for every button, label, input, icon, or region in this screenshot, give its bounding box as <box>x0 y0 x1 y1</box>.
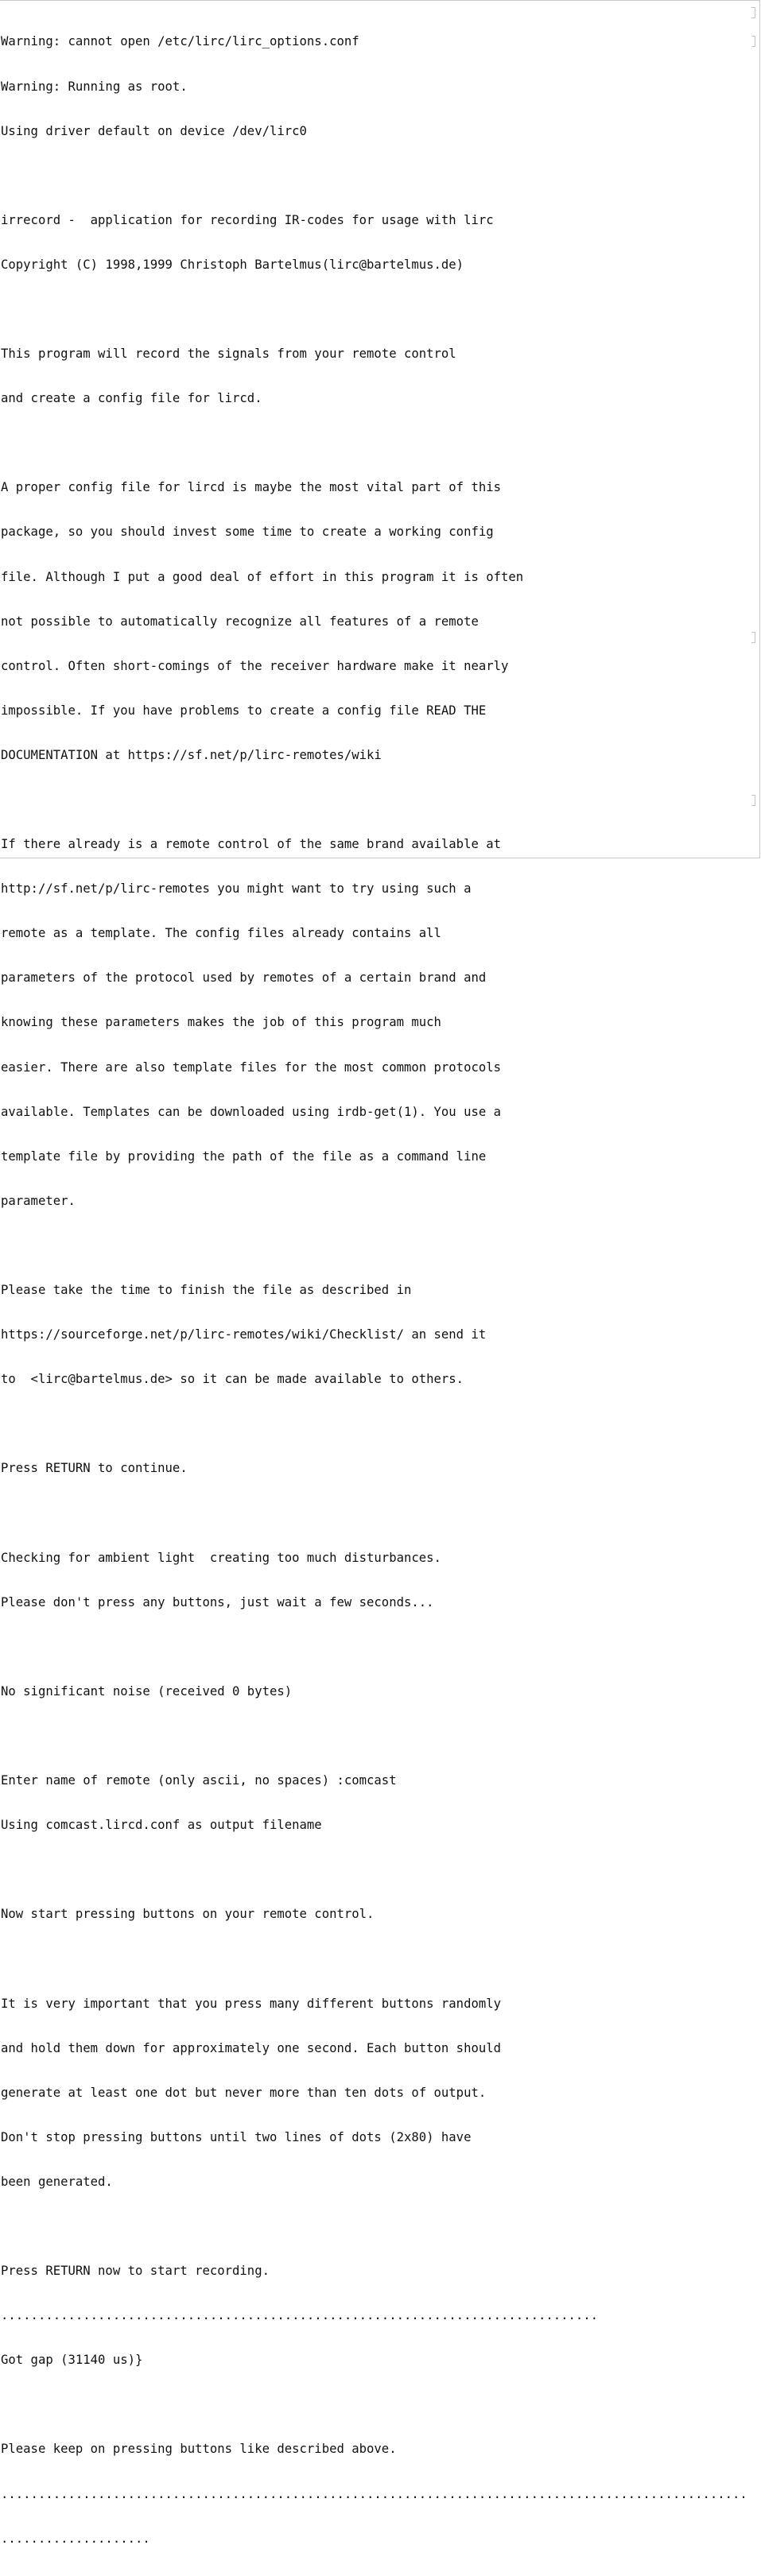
terminal-line: remote as a template. The config files already contains all <box>1 926 441 941</box>
terminal-line: parameter. <box>1 1193 76 1208</box>
terminal-line: Press RETURN now to start recording. <box>1 2264 270 2279</box>
terminal-line: irrecord - application for recording IR-codes for usage with lirc <box>1 212 494 227</box>
terminal-line <box>1 1416 751 1431</box>
terminal-line: Using comcast.lircd.conf as output filename <box>1 1818 322 1833</box>
terminal-line: http://sf.net/p/lirc-remotes you might want to try using such a <box>1 881 472 897</box>
terminal-line: package, so you should invest some time to create a working config <box>1 525 494 540</box>
terminal-line <box>1 1640 751 1655</box>
terminal-line: https://sourceforge.net/p/lirc-remotes/wiki/Checklist/ an send it <box>1 1327 487 1342</box>
terminal-line <box>1 1862 751 1877</box>
terminal-line: Warning: Running as root. <box>1 79 188 94</box>
terminal-line: Copyright (C) 1998,1999 Christoph Bartelmus(lirc@bartelmus.de) <box>1 257 464 272</box>
terminal-line <box>1 1729 751 1744</box>
terminal-line: file. Although I put a good deal of effort in this program it is often <box>1 569 524 584</box>
terminal-line: control. Often short-comings of the receiver hardware make it nearly <box>1 658 509 673</box>
terminal-line: not possible to automatically recognize all features of a remote <box>1 614 479 629</box>
terminal-line: Now start pressing buttons on your remote control. <box>1 1907 375 1922</box>
terminal-line: Got gap (31140 us)} <box>1 2353 143 2368</box>
terminal-line: ................................................................................ <box>1 2308 599 2323</box>
terminal-line: Checking for ambient light creating too much disturbances. <box>1 1550 441 1565</box>
line-mark-icon <box>751 36 755 47</box>
terminal-line: generate at least one dot but never more than ten dots of output. <box>1 2085 487 2100</box>
terminal-line: .................................................................................................... <box>1 2486 747 2501</box>
terminal-line: impossible. If you have problems to create a config file READ THE <box>1 703 487 718</box>
terminal-line: been generated. <box>1 2174 113 2189</box>
terminal-line: Please take the time to finish the file as described in <box>1 1283 412 1298</box>
terminal-line: Warning: cannot open /etc/lirc/lirc_options.conf <box>1 34 359 49</box>
terminal-line: A proper config file for lircd is maybe the most vital part of this <box>1 480 502 495</box>
terminal-line: parameters of the protocol used by remotes of a certain brand and <box>1 970 487 986</box>
terminal-output[interactable] <box>1 5 751 2576</box>
terminal-line: template file by providing the path of the file as a command line <box>1 1149 487 1164</box>
terminal-line: Don't stop pressing buttons until two lines of dots (2x80) have <box>1 2129 472 2144</box>
terminal-line: Please don't press any buttons, just wait a few seconds... <box>1 1594 434 1610</box>
terminal-line: DOCUMENTATION at https://sf.net/p/lirc-remotes/wiki <box>1 747 382 762</box>
terminal-line: Please keep on pressing buttons like described above. <box>1 2442 397 2457</box>
terminal-line: No significant noise (received 0 bytes) <box>1 1683 293 1699</box>
terminal-line <box>1 2219 751 2234</box>
terminal-line: It is very important that you press many different buttons randomly <box>1 1996 502 2011</box>
line-mark-icon <box>751 7 755 18</box>
terminal-line <box>1 792 751 808</box>
terminal-line: Enter name of remote (only ascii, no spaces) :comcast <box>1 1773 397 1788</box>
terminal-line: .................... <box>1 2531 150 2546</box>
line-mark-icon <box>751 632 755 643</box>
terminal-line <box>1 1238 751 1253</box>
terminal-line: available. Templates can be downloaded using irdb-get(1). You use a <box>1 1104 502 1119</box>
terminal-line: knowing these parameters makes the job of this program much <box>1 1015 441 1030</box>
terminal-line <box>1 302 751 317</box>
terminal-line <box>1 1951 751 1966</box>
terminal-line: Using driver default on device /dev/lirc0 <box>1 123 307 138</box>
terminal-line: easier. There are also template files for the most common protocols <box>1 1059 502 1075</box>
terminal-line <box>1 436 751 451</box>
terminal-line: If there already is a remote control of the same brand available at <box>1 837 502 852</box>
terminal-line: and create a config file for lircd. <box>1 391 262 406</box>
terminal-line <box>1 1506 751 1521</box>
terminal-line: Press RETURN to continue. <box>1 1461 188 1476</box>
terminal-line <box>1 169 751 184</box>
line-mark-icon <box>751 795 755 806</box>
terminal-line: to <lirc@bartelmus.de> so it can be made available to others. <box>1 1372 464 1387</box>
terminal-line <box>1 2397 751 2412</box>
terminal-line: and hold them down for approximately one second. Each button should <box>1 2040 502 2055</box>
terminal-line: This program will record the signals from your remote control <box>1 347 456 362</box>
